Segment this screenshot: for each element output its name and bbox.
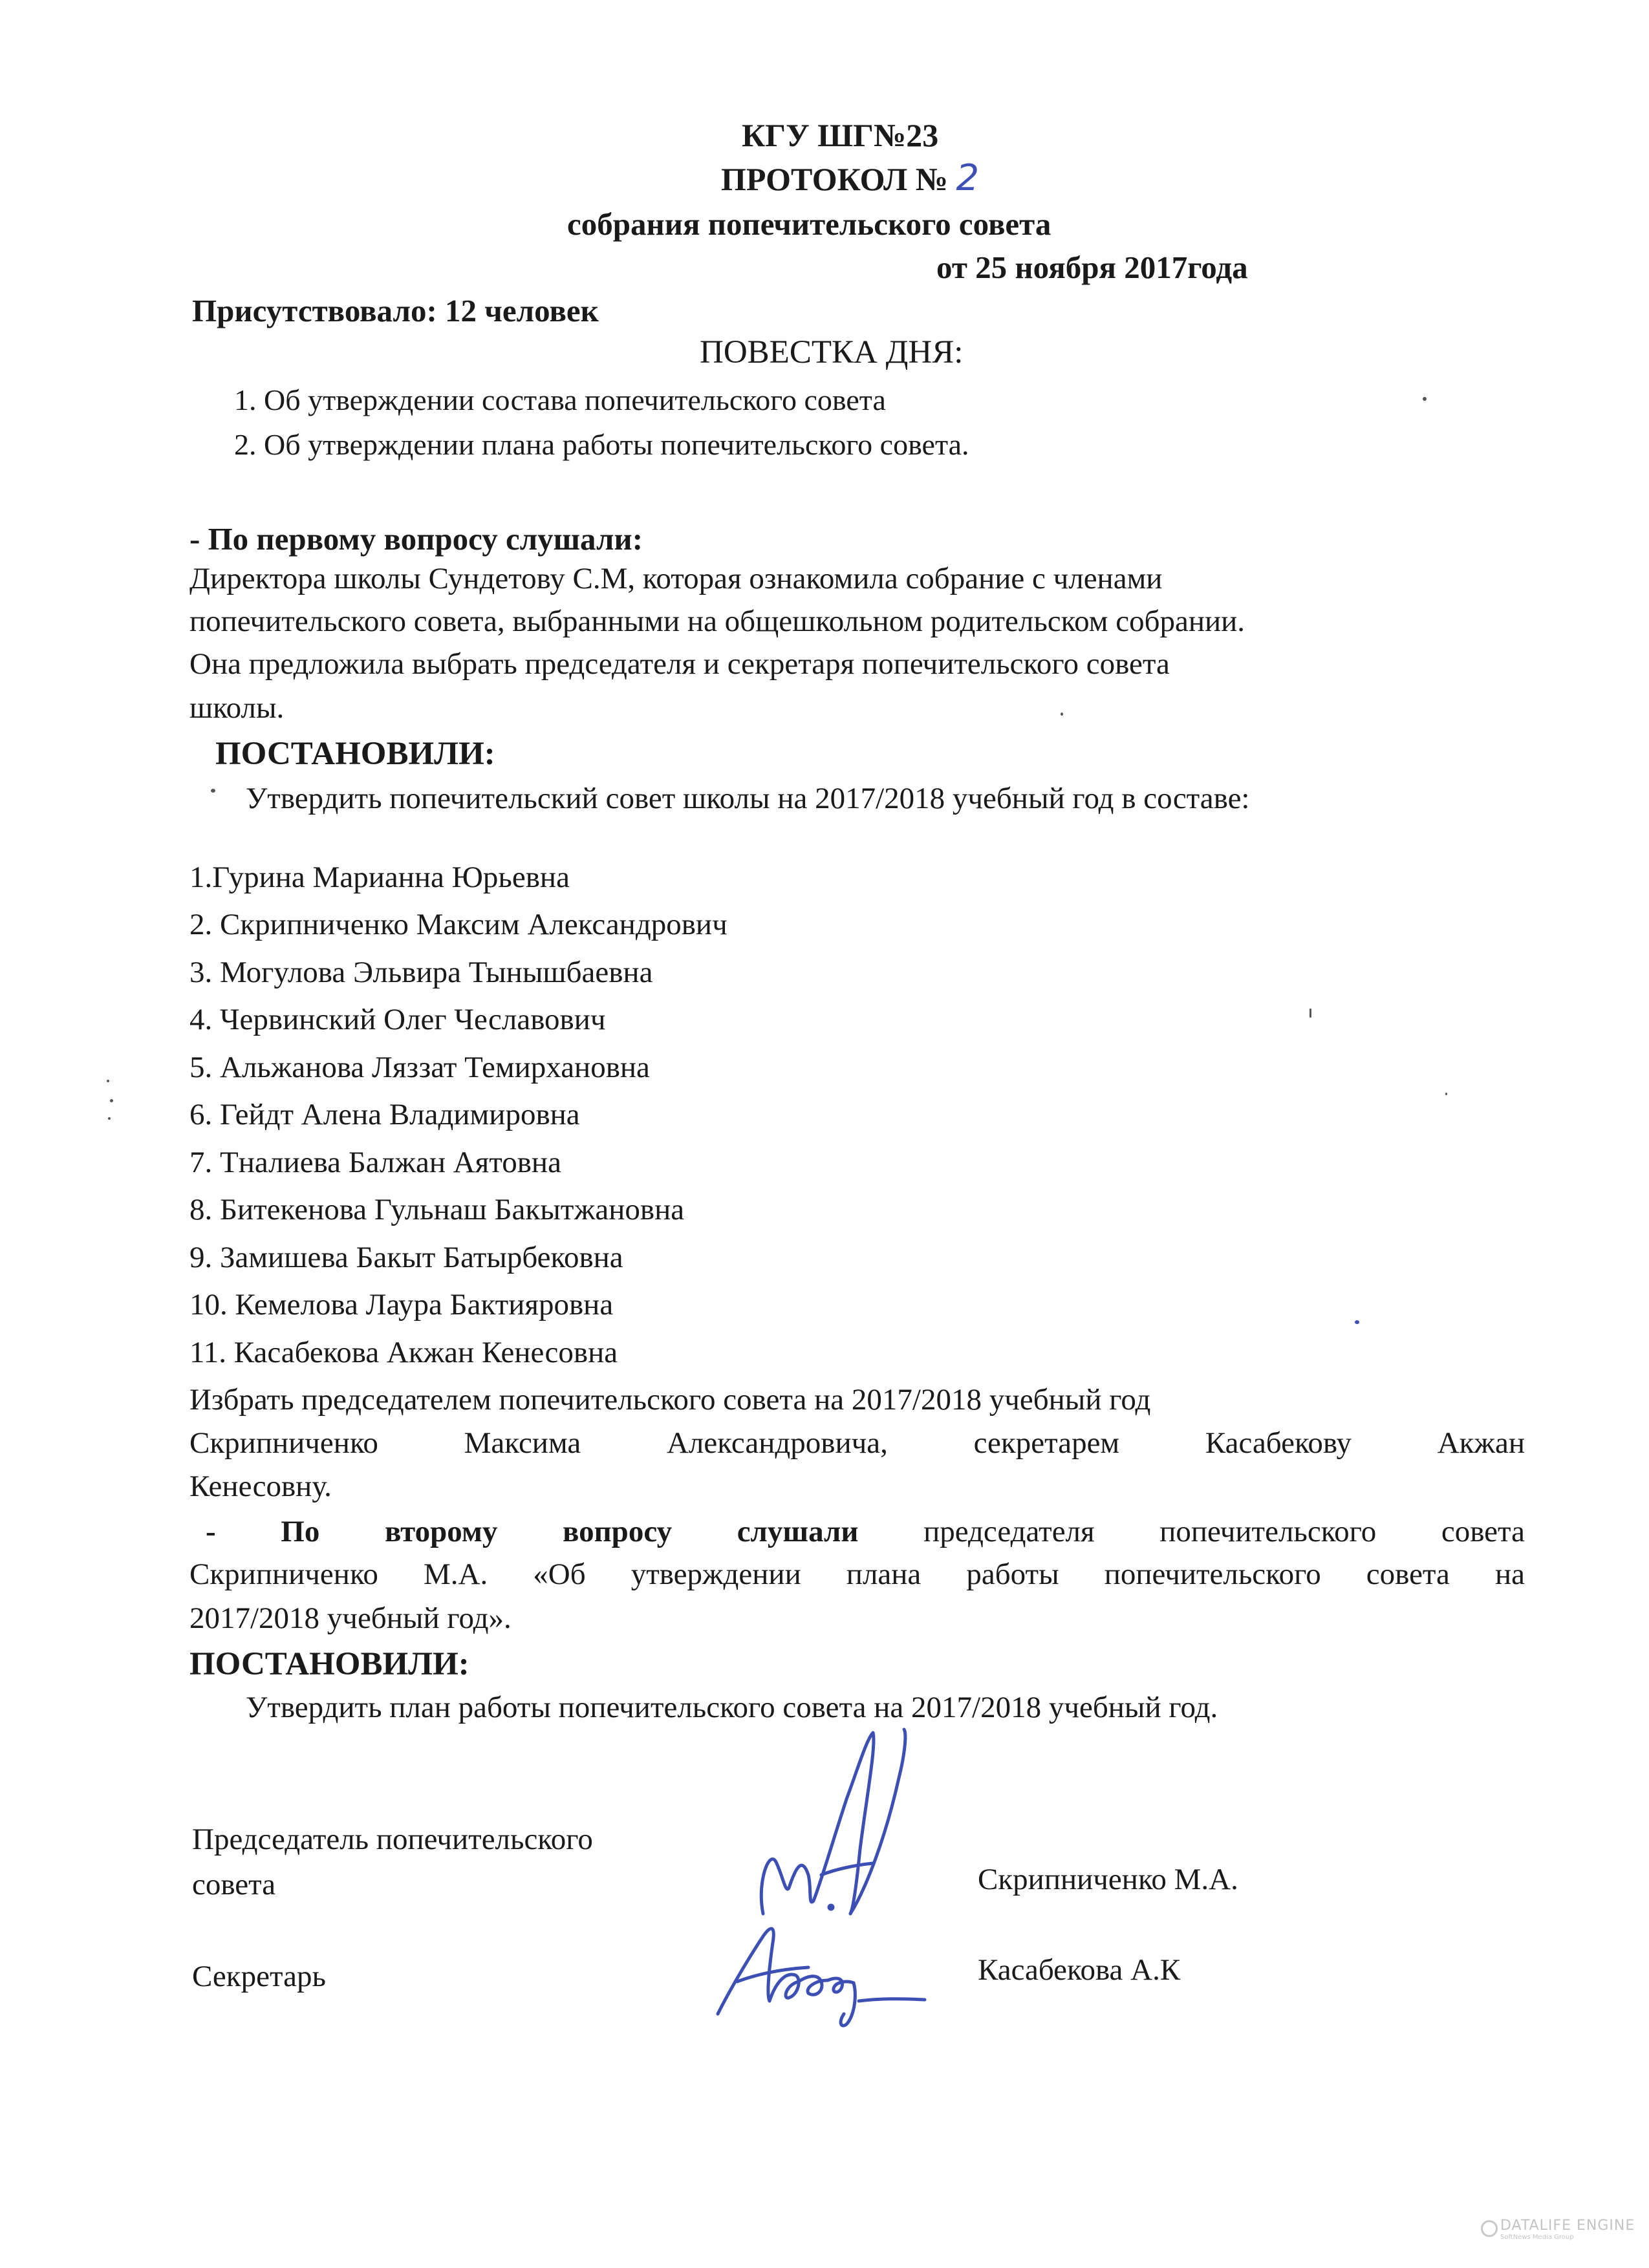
secretary-name: Касабекова А.К <box>978 1953 1181 1987</box>
watermark-line-2: SoftNews Media Group <box>1500 2234 1574 2241</box>
second-resolved-heading: ПОСТАНОВИЛИ: <box>189 1646 469 1682</box>
list-item: 9. Замишева Бакыт Батырбековна <box>189 1241 623 1274</box>
chair-title-line-2: совета <box>192 1868 276 1901</box>
elect-line-1: Избрать председателем попечительского совета на 2017/2018 учебный год <box>189 1383 1151 1417</box>
list-item: 11. Касабекова Акжан Кенесовна <box>189 1336 618 1369</box>
scan-speck <box>1355 1320 1359 1324</box>
organization-title: КГУ ШГ№23 <box>742 117 939 153</box>
scan-speck <box>1445 1093 1447 1095</box>
list-item: 5. Альжанова Ляззат Темирхановна <box>189 1051 650 1084</box>
second-resolution: Утвердить план работы попечительского совета на 2017/2018 учебный год. <box>246 1691 1218 1724</box>
attendance: Присутствовало: 12 человек <box>192 293 599 328</box>
protocol-label: ПРОТОКОЛ № <box>721 161 949 197</box>
elect-line-3: Кенесовну. <box>189 1470 332 1503</box>
scan-speck <box>1061 712 1063 716</box>
watermark-logo-icon <box>1481 2220 1498 2237</box>
list-item: 1.Гурина Марианна Юрьевна <box>189 861 570 894</box>
agenda-item-1: 1. Об утверждении состава попечительского совета <box>234 383 886 416</box>
scan-speck <box>211 789 215 793</box>
chair-title-line-1: Председатель попечительского <box>192 1823 593 1856</box>
agenda-item-2: 2. Об утверждении плана работы попечительского совета. <box>234 428 969 461</box>
first-question-line-1: Директора школы Сундетову С.М, которая ознакомила собрание с членами <box>189 562 1163 595</box>
list-item: 4. Червинский Олег Чеславович <box>189 1003 606 1036</box>
list-item: 10. Кемелова Лаура Бактияровна <box>189 1288 614 1321</box>
second-question-line-3: 2017/2018 учебный год». <box>189 1601 512 1635</box>
meeting-subtitle: собрания попечительского совета <box>567 206 1051 242</box>
secretary-signature <box>705 1904 938 2033</box>
scan-speck <box>1423 397 1427 401</box>
scan-speck <box>110 1099 113 1102</box>
second-question-rest: председателя попечительского совета <box>923 1515 1525 1548</box>
secretary-title: Секретарь <box>192 1960 326 1993</box>
scan-speck <box>107 1080 109 1082</box>
first-resolution: Утвердить попечительский совет школы на 2017/2018 учебный год в составе: <box>246 782 1250 815</box>
first-question-line-2: попечительского совета, выбранными на общешкольном родительском собрании. <box>189 604 1245 638</box>
list-item: 3. Могулова Эльвира Тынышбаевна <box>189 956 653 989</box>
first-question-line-4: школы. <box>189 691 285 725</box>
second-question-heading: - По второму вопросу слушали <box>206 1515 859 1548</box>
list-item: 8. Битекенова Гульнаш Бакытжановна <box>189 1193 685 1226</box>
second-question-line-1 <box>206 1514 1525 1549</box>
list-item: 7. Тналиева Балжан Аятовна <box>189 1146 561 1179</box>
second-question-line-2: Скрипниченко М.А. «Об утверждении плана работы попечительского совета на <box>189 1557 1525 1591</box>
first-resolved-heading: ПОСТАНОВИЛИ: <box>215 736 495 772</box>
watermark <box>1500 2218 1635 2241</box>
scan-speck <box>1310 1009 1311 1018</box>
elect-line-2: Скрипниченко Максима Александровича, секретарем Касабекову Акжан <box>189 1426 1525 1460</box>
meeting-date: от 25 ноября 2017года <box>936 250 1248 285</box>
watermark-line-1: DATALIFE ENGINE <box>1500 2218 1635 2234</box>
protocol-number: 2 <box>956 157 980 199</box>
agenda-title: ПОВЕСТКА ДНЯ: <box>700 334 964 370</box>
list-item: 2. Скрипниченко Максим Александрович <box>189 908 727 941</box>
first-question-heading: - По первому вопросу слушали: <box>189 521 643 557</box>
protocol-heading <box>721 157 979 199</box>
scan-speck <box>108 1117 111 1120</box>
first-question-line-3: Она предложила выбрать председателя и секретаря попечительского совета <box>189 647 1170 681</box>
chair-name: Скрипниченко М.А. <box>978 1863 1238 1896</box>
list-item: 6. Гейдт Алена Владимировна <box>189 1098 580 1131</box>
